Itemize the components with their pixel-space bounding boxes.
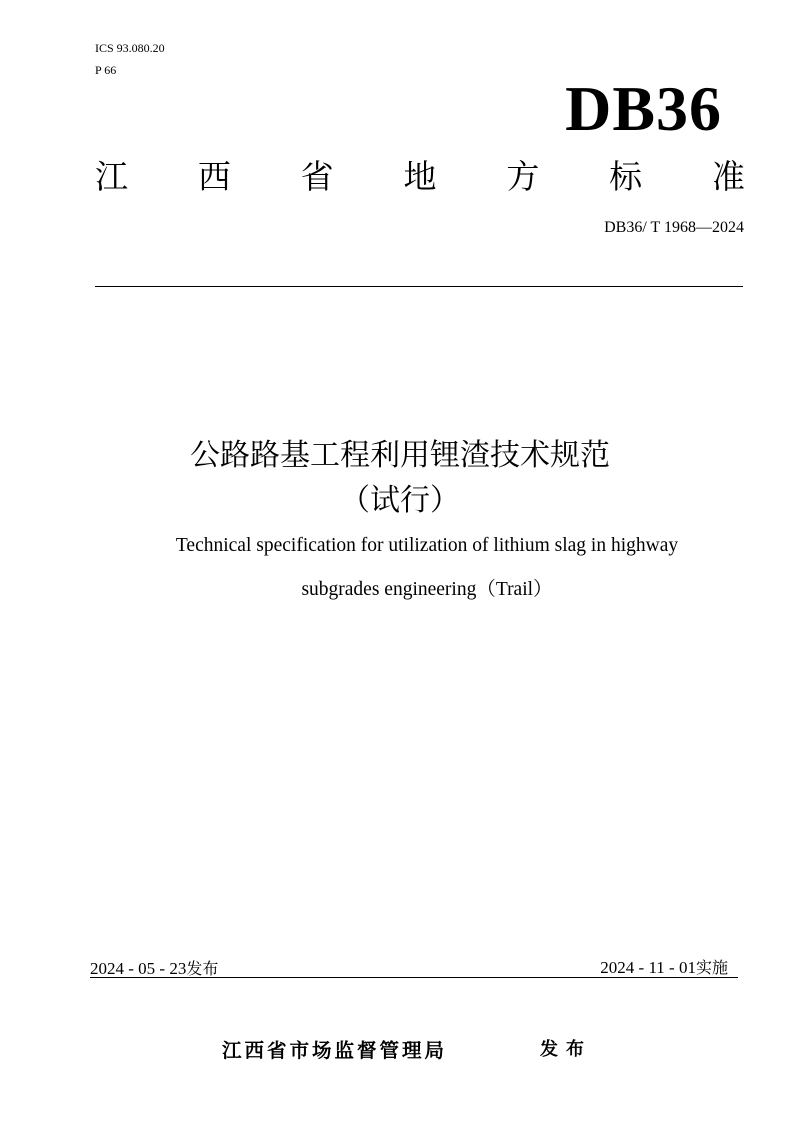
standard-type-char: 标 [609,157,643,196]
standard-type-char: 省 [300,157,334,196]
title-english-line1: Technical specification for utilization of lithium slag in highway [175,535,679,556]
title-english-line2: subgrades engineering（Trail） [301,579,553,600]
ics-code: ICS 93.080.20 [95,41,165,55]
p-code: P 66 [95,63,117,77]
standard-type-heading [95,155,745,199]
title-chinese-sub: （试行） [340,483,460,518]
standard-type-char: 地 [403,157,437,196]
implement-label: 实施 [695,958,728,977]
bottom-divider [90,977,738,978]
standard-type-char: 准 [711,157,745,196]
standard-type-char: 西 [197,157,231,196]
standard-type-char: 江 [95,157,128,196]
issue-label: 发布 [186,959,219,978]
standard-number: DB36/ T 1968—2024 [604,219,744,236]
standard-type-char: 方 [506,157,540,196]
db-code-logo: DB36 [565,73,722,144]
top-divider [95,286,743,287]
publish-label: 发布 [540,1039,592,1060]
implement-date: 2024 - 11 - 01 [600,958,696,977]
title-chinese: 公路路基工程利用锂渣技术规范 [190,438,610,473]
issue-date: 2024 - 05 - 23 [90,959,187,978]
implement-date-block [600,957,728,979]
publisher-name: 江西省市场监督管理局 [222,1039,448,1062]
